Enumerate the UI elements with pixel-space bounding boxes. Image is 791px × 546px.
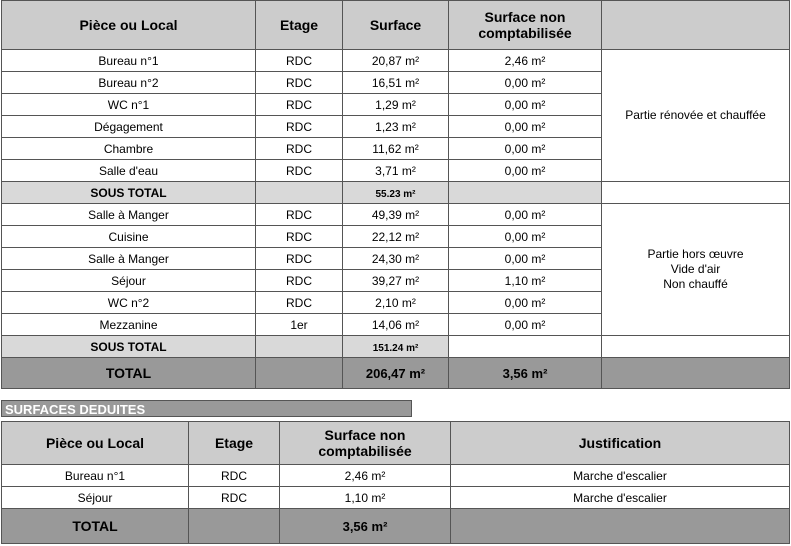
cell-piece: Bureau n°2 bbox=[2, 72, 256, 94]
note-line: Partie hors œuvre bbox=[647, 247, 744, 261]
cell-piece: Cuisine bbox=[2, 226, 256, 248]
cell-surface: 11,62 m² bbox=[343, 138, 449, 160]
section-title: SURFACES DEDUITES bbox=[1, 400, 412, 417]
total-label: TOTAL bbox=[2, 509, 189, 544]
subtotal-label: SOUS TOTAL bbox=[2, 336, 256, 358]
cell-surface: 1,10 m² bbox=[280, 487, 451, 509]
subtotal-empty bbox=[602, 336, 790, 358]
group1-note: Partie rénovée et chauffée bbox=[602, 50, 790, 182]
header-etage: Etage bbox=[256, 1, 343, 50]
total-empty bbox=[256, 358, 343, 389]
cell-surface: 2,10 m² bbox=[343, 292, 449, 314]
total-label: TOTAL bbox=[2, 358, 256, 389]
surface-table bbox=[1, 0, 790, 389]
cell-etage: RDC bbox=[256, 160, 343, 182]
subtotal-empty bbox=[256, 336, 343, 358]
group2-note bbox=[602, 204, 790, 336]
total-surface: 206,47 m² bbox=[343, 358, 449, 389]
total-row bbox=[2, 358, 790, 389]
cell-piece: Dégagement bbox=[2, 116, 256, 138]
header-piece: Pièce ou Local bbox=[2, 1, 256, 50]
header-non-comptabilisee: Surface non comptabilisée bbox=[449, 1, 602, 50]
cell-piece: Chambre bbox=[2, 138, 256, 160]
cell-piece: Séjour bbox=[2, 487, 189, 509]
cell-non-compta: 0,00 m² bbox=[449, 314, 602, 336]
cell-non-compta: 2,46 m² bbox=[449, 50, 602, 72]
subtotal-empty bbox=[256, 182, 343, 204]
cell-etage: 1er bbox=[256, 314, 343, 336]
table-header-row bbox=[2, 1, 790, 50]
cell-non-compta: 0,00 m² bbox=[449, 94, 602, 116]
cell-non-compta: 0,00 m² bbox=[449, 248, 602, 270]
cell-surface: 3,71 m² bbox=[343, 160, 449, 182]
note-line: Non chauffé bbox=[663, 277, 728, 291]
cell-piece: WC n°2 bbox=[2, 292, 256, 314]
cell-non-compta: 0,00 m² bbox=[449, 160, 602, 182]
cell-justification: Marche d'escalier bbox=[451, 465, 790, 487]
cell-justification: Marche d'escalier bbox=[451, 487, 790, 509]
total-empty bbox=[189, 509, 280, 544]
table-row bbox=[2, 465, 790, 487]
note-line: Vide d'air bbox=[670, 262, 721, 276]
subtotal-row bbox=[2, 182, 790, 204]
cell-surface: 24,30 m² bbox=[343, 248, 449, 270]
cell-piece: WC n°1 bbox=[2, 94, 256, 116]
cell-etage: RDC bbox=[256, 270, 343, 292]
total-non-compta: 3,56 m² bbox=[449, 358, 602, 389]
cell-surface: 16,51 m² bbox=[343, 72, 449, 94]
cell-non-compta: 0,00 m² bbox=[449, 116, 602, 138]
cell-etage: RDC bbox=[256, 292, 343, 314]
cell-non-compta: 0,00 m² bbox=[449, 138, 602, 160]
header-piece: Pièce ou Local bbox=[2, 422, 189, 465]
cell-piece: Mezzanine bbox=[2, 314, 256, 336]
total-empty bbox=[451, 509, 790, 544]
cell-non-compta: 1,10 m² bbox=[449, 270, 602, 292]
subtotal-value-text: 151.24 m² bbox=[372, 342, 419, 354]
cell-etage: RDC bbox=[189, 465, 280, 487]
cell-etage: RDC bbox=[256, 50, 343, 72]
subtotal-empty bbox=[602, 182, 790, 204]
header-note bbox=[602, 1, 790, 50]
cell-piece: Bureau n°1 bbox=[2, 465, 189, 487]
cell-surface: 1,23 m² bbox=[343, 116, 449, 138]
cell-etage: RDC bbox=[256, 138, 343, 160]
cell-etage: RDC bbox=[256, 226, 343, 248]
deduction-table bbox=[1, 421, 790, 544]
cell-etage: RDC bbox=[256, 72, 343, 94]
cell-etage: RDC bbox=[189, 487, 280, 509]
header-surface: Surface bbox=[343, 1, 449, 50]
cell-piece: Séjour bbox=[2, 270, 256, 292]
cell-piece: Salle à Manger bbox=[2, 248, 256, 270]
cell-non-compta: 0,00 m² bbox=[449, 226, 602, 248]
cell-piece: Salle d'eau bbox=[2, 160, 256, 182]
cell-surface: 20,87 m² bbox=[343, 50, 449, 72]
table-header-row bbox=[2, 422, 790, 465]
subtotal-row bbox=[2, 336, 790, 358]
cell-surface: 1,29 m² bbox=[343, 94, 449, 116]
subtotal-value-text: 55.23 m² bbox=[375, 188, 416, 200]
cell-surface: 14,06 m² bbox=[343, 314, 449, 336]
header-etage: Etage bbox=[189, 422, 280, 465]
cell-non-compta: 0,00 m² bbox=[449, 72, 602, 94]
cell-etage: RDC bbox=[256, 116, 343, 138]
cell-etage: RDC bbox=[256, 204, 343, 226]
subtotal-empty bbox=[449, 182, 602, 204]
table-row bbox=[2, 50, 790, 72]
cell-etage: RDC bbox=[256, 94, 343, 116]
cell-surface: 49,39 m² bbox=[343, 204, 449, 226]
cell-etage: RDC bbox=[256, 248, 343, 270]
header-justification: Justification bbox=[451, 422, 790, 465]
cell-surface: 22,12 m² bbox=[343, 226, 449, 248]
total-row bbox=[2, 509, 790, 544]
subtotal-value bbox=[343, 182, 449, 204]
cell-non-compta: 0,00 m² bbox=[449, 204, 602, 226]
cell-piece: Salle à Manger bbox=[2, 204, 256, 226]
cell-piece: Bureau n°1 bbox=[2, 50, 256, 72]
table-row bbox=[2, 487, 790, 509]
table-row bbox=[2, 204, 790, 226]
total-empty bbox=[602, 358, 790, 389]
total-surface: 3,56 m² bbox=[280, 509, 451, 544]
header-surface-non-compta: Surface non comptabilisée bbox=[280, 422, 451, 465]
subtotal-label: SOUS TOTAL bbox=[2, 182, 256, 204]
cell-non-compta: 0,00 m² bbox=[449, 292, 602, 314]
cell-surface: 39,27 m² bbox=[343, 270, 449, 292]
subtotal-empty bbox=[449, 336, 602, 358]
cell-surface: 2,46 m² bbox=[280, 465, 451, 487]
subtotal-value bbox=[343, 336, 449, 358]
